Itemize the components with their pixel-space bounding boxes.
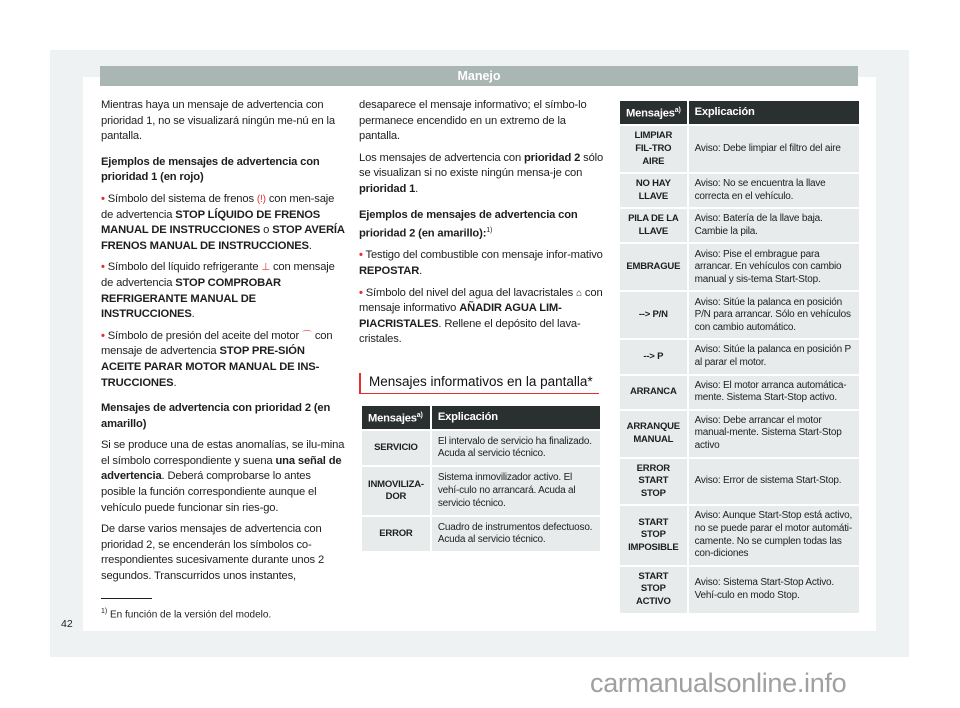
messages-table-2 (618, 99, 861, 615)
table-row: EMBRAGUE Aviso: Pise el embrague para arrancar. En vehículos con cambio manual y sis-tema Start-Stop. (620, 244, 859, 290)
table-row: NO HAY LLAVE Aviso: No se encuentra la llave correcta en el vehículo. (620, 174, 859, 207)
table-row: ARRANQUE MANUAL Aviso: Debe arrancar el motor manual-mente. Sistema Start-Stop activo (620, 411, 859, 457)
bullet-icon: • (101, 192, 105, 205)
coolant-icon: ⊥ (261, 262, 270, 274)
table-row: PILA DE LA LLAVE Aviso: Batería de la llave baja. Cambie la pila. (620, 209, 859, 242)
paragraph: desaparece el mensaje informativo; el símbo-lo permanece encendido en un extremo de la pantalla. (359, 99, 587, 143)
subheading: Ejemplos de mensajes de advertencia con prioridad 2 (en amarillo):$^{1)}$ (359, 208, 578, 240)
bullet-item: • Símbolo de presión del aceite del motor ⌒ con mensaje de advertencia STOP PRE-SIÓN ACEITE PARAR MOTOR MANUAL DE INS-TRUCCIONES. (101, 329, 333, 389)
column-header-explanation: Explicación (689, 101, 859, 124)
column-header-explanation: Explicación (432, 406, 600, 429)
paragraph: Si se produce una de estas anomalías, se ilu-mina el símbolo correspondiente y suena una señal de advertencia. Deberá comprobarse lo antes posible la función correspondiente aunque el vehículo puede funcionar sin ries-go. (101, 439, 345, 514)
washer-fluid-icon: ⌂ (576, 287, 582, 299)
paragraph: Mientras haya un mensaje de advertencia con prioridad 1, no se visualizará ningún me-nú en la pantalla. (101, 99, 335, 143)
page-number: 42 (61, 618, 73, 630)
footnote: $^{1)}$ En función de la versión del modelo. (101, 608, 272, 621)
paragraph: De darse varios mensajes de advertencia con prioridad 2, se encenderán los símbolos co-rrespondientes sucesivamente durante unos 2 segundos. Transcurridos unos instantes, (101, 523, 325, 583)
column-header-messages: Mensajes$^{a)}$ (362, 406, 430, 429)
bullet-icon: • (359, 249, 363, 262)
messages-table-1 (360, 404, 602, 553)
section-heading: Mensajes informativos en la pantalla* (359, 373, 599, 394)
table-row: SERVICIO El intervalo de servicio ha finalizado. Acuda al servicio técnico. (362, 431, 600, 465)
section-header: Manejo (100, 66, 858, 86)
brake-warning-icon: (!) (256, 193, 266, 205)
table-row: LIMPIAR FIL-TRO AIRE Aviso: Debe limpiar el filtro del aire (620, 126, 859, 172)
footnote-divider (101, 598, 152, 599)
footnote-ref: 1) (486, 227, 493, 235)
table-row: ERROR Cuadro de instrumentos defectuoso. Acuda al servicio técnico. (362, 517, 600, 551)
bullet-item: • Símbolo del líquido refrigerante ⊥ con mensaje de advertencia STOP COMPROBAR REFRIGERANTE MANUAL DE INSTRUCCIONES. (101, 261, 335, 321)
bullet-icon: • (101, 261, 105, 274)
column-left (101, 98, 347, 591)
table-row: START STOP ACTIVO Aviso: Sistema Start-Stop Activo. Vehí-culo en modo Stop. (620, 567, 859, 613)
table-row: ERROR START STOP Aviso: Error de sistema Start-Stop. (620, 459, 859, 505)
table-row: ARRANCA Aviso: El motor arranca automática-mente. Sistema Start-Stop activo. (620, 376, 859, 409)
subheading: Ejemplos de mensajes de advertencia con prioridad 1 (en rojo) (101, 155, 320, 184)
table-row: INMOVILIZA-DOR Sistema inmovilizador activo. El vehí-culo no arrancará. Acuda al servicio técnico. (362, 467, 600, 515)
column-header-messages: Mensajes$^{a)}$ (620, 101, 687, 124)
bullet-icon: • (101, 329, 105, 342)
watermark: carmanualsonline.info (590, 668, 847, 698)
column-middle (359, 98, 605, 354)
bullet-item: • Símbolo del nivel del agua del lavacristales ⌂ con mensaje informativo AÑADIR AGUA LIM-PIACRISTALES. Rellene el depósito del lava-cristales. (359, 286, 603, 346)
bullet-item: • Testigo del combustible con mensaje infor-mativo REPOSTAR. (359, 249, 603, 278)
subheading: Mensajes de advertencia con prioridad 2 (en amarillo) (101, 402, 331, 430)
bullet-item: • Símbolo del sistema de frenos (!) con men-saje de advertencia STOP LÍQUIDO DE FRENOS MANUAL DE INSTRUCCIONES o STOP AVERÍA FRENOS MANUAL DE INSTRUCCIONES. (101, 192, 345, 252)
table-row: --> P Aviso: Sitúe la palanca en posición P al parar el motor. (620, 340, 859, 373)
table-row: --> P/N Aviso: Sitúe la palanca en posición P/N para arrancar. Sólo en vehículos con cambio automático. (620, 292, 859, 338)
oil-pressure-icon: ⌒ (302, 330, 312, 342)
paragraph: Los mensajes de advertencia con prioridad 2 sólo se visualizan si no existe ningún mensa-je con prioridad 1. (359, 151, 604, 195)
bullet-icon: • (359, 286, 363, 299)
table-row: START STOP IMPOSIBLE Aviso: Aunque Start-Stop está activo, no se puede parar el motor automáti-camente. No se cumplen todas las con-diciones (620, 506, 859, 564)
